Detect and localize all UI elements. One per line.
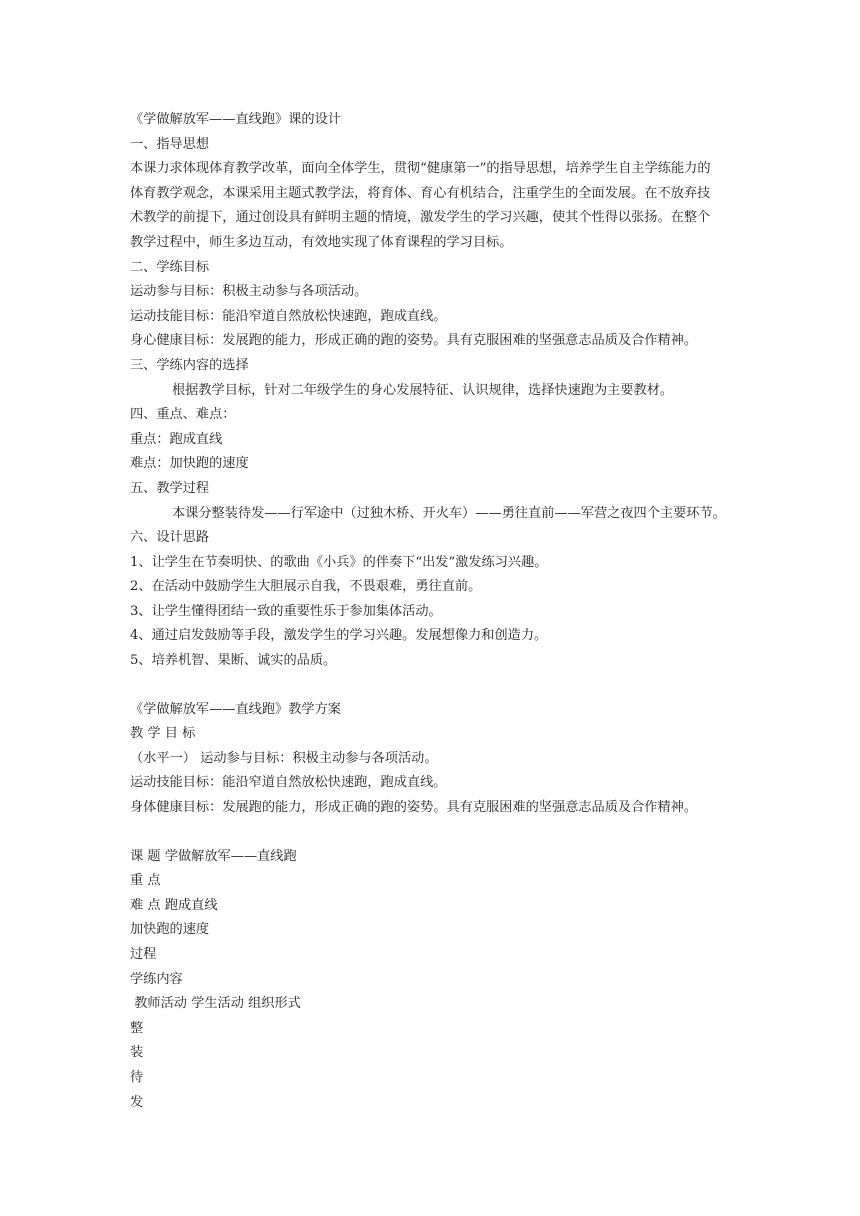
paragraph-line: 术教学的前提下，通过创设具有鲜明主题的情境，激发学生的学习兴趣，使其个性得以张扬。在整个 [130,210,711,226]
plan-row: 重 点 [130,873,161,889]
list-item: 4、通过启发鼓励等手段，激发学生的学习兴趣。发展想像力和创造力。 [130,628,548,644]
difficulty-point: 难点：加快跑的速度 [130,456,249,472]
plan-row: 学练内容 [130,971,183,987]
process-text: 本课分整装待发——行军途中（过独木桥、开火车）——勇往直前——军营之夜四个主要环节。 [172,505,726,521]
plan-goal-line: （水平一） 运动参与目标：积极主动参与各项活动。 [130,750,438,766]
plan-goal-line: 运动技能目标：能沿窄道自然放松快速跑，跑成直线。 [130,775,447,791]
plan-goal-label: 教 学 目 标 [130,726,196,742]
content-selection-text: 根据教学目标，针对二年级学生的身心发展特征、认识规律，选择快速跑为主要教材。 [172,382,674,398]
spacer [130,821,735,845]
paragraph-line: 体育教学观念，本课采用主题式教学法，将育体、育心有机结合，注重学生的全面发展。在不放弃技 [130,185,711,201]
design-title: 《学做解放军——直线跑》课的设计 [130,112,341,127]
document-page [130,108,735,1115]
plan-goal-line: 身体健康目标：发展跑的能力，形成正确的跑的姿势。具有克服困难的坚强意志品质及合作精神。 [130,800,698,816]
plan-row: 装 [130,1045,144,1061]
list-item: 2、在活动中鼓励学生大胆展示自我，不畏艰难，勇往直前。 [130,579,482,595]
list-item: 3、让学生懂得团结一致的重要性乐于参加集体活动。 [130,603,442,619]
list-item: 5、培养机智、果断、诚实的品质。 [130,653,337,669]
plan-row: 发 [130,1094,144,1110]
goal-health: 身心健康目标：发展跑的能力，形成正确的跑的姿势。具有克服困难的坚强意志品质及合作精神。 [130,333,698,349]
plan-title: 《学做解放军——直线跑》教学方案 [130,701,341,717]
plan-row: 整 [130,1020,144,1036]
goal-participation: 运动参与目标：积极主动参与各项活动。 [130,284,368,300]
paragraph-line: 本课力求体现体育教学改革，面向全体学生，贯彻“健康第一”的指导思想，培养学生自主学练能力的 [130,161,711,177]
plan-row: 待 [130,1069,144,1085]
plan-row: 加快跑的速度 [130,922,210,938]
plan-row: 过程 [130,947,157,962]
spacer [130,674,735,698]
paragraph-line: 教学过程中，师生多边互动，有效地实现了体育课程的学习目标。 [130,234,513,250]
section-6-heading: 六、设计思路 [130,530,210,546]
section-1-heading: 一、指导思想 [130,136,210,152]
goal-skill: 运动技能目标：能沿窄道自然放松快速跑，跑成直线。 [130,308,447,324]
section-5-heading: 五、教学过程 [130,480,210,496]
section-4-heading: 四、重点、难点： [130,407,236,423]
plan-row: 教师活动 学生活动 组织形式 [130,996,301,1012]
key-point: 重点：跑成直线 [130,431,223,447]
list-item: 1、让学生在节奏明快、的歌曲《小兵》的伴奏下“出发”激发练习兴趣。 [130,554,548,570]
section-2-heading: 二、学练目标 [130,259,210,275]
plan-row: 难 点 跑成直线 [130,897,218,913]
plan-row: 课 题 学做解放军——直线跑 [130,848,297,864]
section-3-heading: 三、学练内容的选择 [130,357,249,373]
